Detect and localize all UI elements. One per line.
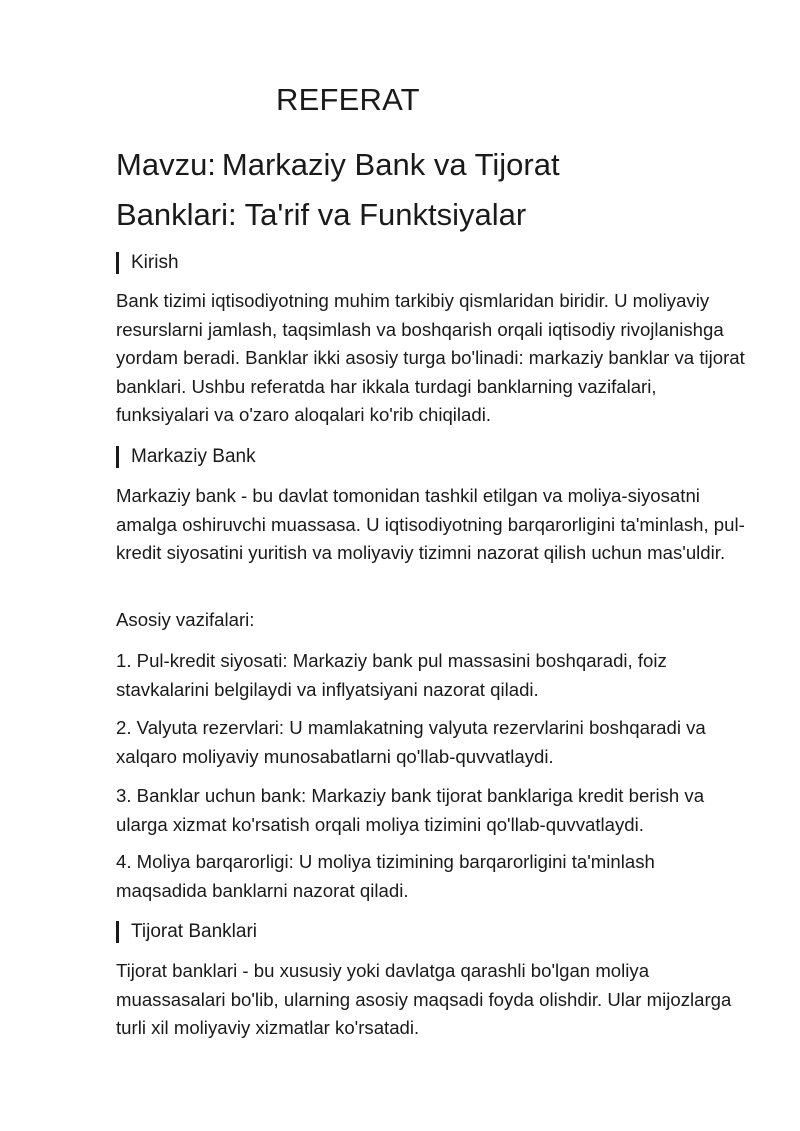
central-bank-duty-4: 4. Moliya barqarorligi: U moliya tizimining barqarorligini ta'minlash maqsadida banklarni nazorat qiladi. [116, 851, 655, 901]
section-heading-commercial-banks-text: Tijorat Banklari [131, 921, 258, 942]
heading-bar-icon [116, 921, 119, 943]
intro-paragraph: Bank tizimi iqtisodiyotning muhim tarkibiy qismlaridan biridir. U moliyaviy resurslarni jamlash, taqsimlash va boshqarish orqali iqtisodiy rivojlanishga yordam beradi. Banklar ikki asosiy turga bo'linadi: markaziy banklar va tijorat banklari. Ushbu referatda har ikkala turdagi banklarning vazifalari, funksiyalari va o'zaro aloqalari ko'rib chiqiladi. [116, 290, 745, 426]
section-heading-commercial-banks [116, 920, 257, 944]
topic-label: Mavzu: [116, 147, 216, 182]
section-heading-central-bank [116, 445, 256, 469]
central-bank-duties-label: Asosiy vazifalari: [116, 609, 255, 630]
central-bank-duty-3: 3. Banklar uchun bank: Markaziy bank tijorat banklariga kredit berish va ularga xizmat ko'rsatish orqali moliya tizimini qo'llab-quvvatlaydi. [116, 785, 705, 835]
heading-bar-icon [116, 446, 119, 468]
section-heading-central-bank-text: Markaziy Bank [131, 446, 256, 467]
topic-heading [116, 140, 736, 240]
document-title: REFERAT [276, 82, 420, 117]
commercial-banks-paragraph: Tijorat banklari - bu xususiy yoki davlatga qarashli bo'lgan moliya muassasalari bo'lib, ularning asosiy maqsadi foyda olishdir. Ular mijozlarga turli xil moliyaviy xizmatlar ko'rsatadi. [116, 960, 732, 1039]
section-heading-intro-text: Kirish [131, 252, 179, 273]
central-bank-duty-2: 2. Valyuta rezervlari: U mamlakatning valyuta rezervlarini boshqaradi va xalqaro moliyaviy munosabatlarni qo'llab-quvvatlaydi. [116, 717, 706, 767]
topic-line-1: Markaziy Bank va Tijorat [221, 147, 560, 182]
central-bank-paragraph: Markaziy bank - bu davlat tomonidan tashkil etilgan va moliya-siyosatni amalga oshiruvchi muassasa. U iqtisodiyotning barqarorligini ta'minlash, pul-kredit siyosatini yuritish va moliyaviy tizimni nazorat qilish uchun mas'uldir. [116, 485, 745, 564]
section-heading-intro [116, 251, 179, 275]
topic-line-2: Banklari: Ta'rif va Funktsiyalar [116, 197, 527, 232]
heading-bar-icon [116, 252, 119, 274]
central-bank-duty-1: 1. Pul-kredit siyosati: Markaziy bank pul massasini boshqaradi, foiz stavkalarini belgilaydi va inflyatsiyani nazorat qiladi. [116, 650, 667, 700]
